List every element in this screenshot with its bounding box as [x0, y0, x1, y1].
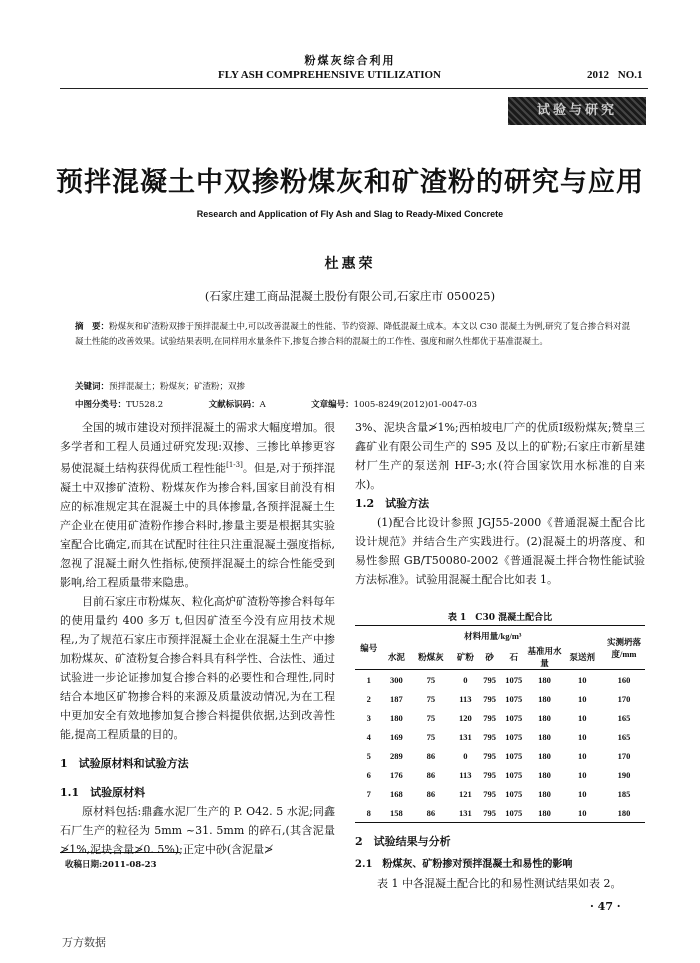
table-cell: 176 — [390, 769, 403, 780]
table-cell: 10 — [578, 731, 587, 742]
table-cell: 10 — [578, 750, 587, 761]
abstract-text: 粉煤灰和矿渣粉双掺于预拌混凝土中,可以改善混凝土的性能、节约资源、降低混凝土成本。本文以 C30 混凝土为例,研究了复合掺合料对混凝土性能的改善效果。试验结果表明,在同样用水量条件下,掺复合掺合料的混凝土的工作性、强度和耐久性都优于基准混凝土。 — [75, 322, 631, 347]
table-cell: 1075 — [505, 731, 523, 742]
keywords-line — [75, 380, 245, 392]
table-cell: 86 — [426, 807, 436, 818]
table-cell: 1075 — [505, 769, 523, 780]
table-cell: 185 — [617, 788, 631, 799]
table-cell: 1 — [366, 674, 371, 685]
method-paragraph: (1)配合比设计参照 JGJ55-2000《普通混凝土配合比设计规范》并结合生产实践进行。(2)混凝土的坍落度、和易性参照 GB/T50080-2002《普通混凝土拌合物性能试验方法标准》。试验用混凝土配合比如表 1。 — [355, 516, 645, 586]
table-cell: 180 — [538, 674, 551, 685]
table-cell: 169 — [390, 731, 403, 742]
table-cell: 795 — [483, 693, 496, 704]
table-row — [355, 708, 645, 727]
intro-p1-text: 全国的城市建设对预拌混凝土的需求大幅度增加。很多学者和工程人员通过研究发现:双掺、三掺比单掺更容易使混凝土结构获得优质工程性能 — [60, 421, 335, 475]
received-date: 收稿日期:2011-08-23 — [65, 860, 157, 870]
table-cell: 1075 — [505, 712, 523, 723]
table-cell: 180 — [538, 693, 551, 704]
table-row — [355, 689, 645, 708]
table-header-slump: 实测坍落度/mm — [603, 626, 645, 670]
table-cell: 75 — [426, 693, 436, 704]
table-cell: 10 — [578, 693, 587, 704]
table-cell: 75 — [426, 712, 436, 723]
table-cell: 289 — [390, 750, 403, 761]
right-column-lower — [355, 832, 645, 893]
article-no-label: 文章编号： — [311, 400, 354, 410]
table-cell: 86 — [426, 750, 436, 761]
doccode-label: 文献标识码： — [208, 400, 260, 410]
table-cell: 6 — [366, 769, 371, 780]
table-cell: 1075 — [505, 674, 523, 685]
table-cell: 0 — [463, 674, 468, 685]
table-cell: 180 — [390, 712, 403, 723]
table-cell: 170 — [617, 750, 631, 761]
journal-name-cn: 粉煤灰综合利用 — [304, 54, 396, 67]
paper-title: 预拌混凝土中双掺粉煤灰和矿渣粉的研究与应用 — [56, 167, 644, 198]
table-cell: 795 — [483, 769, 496, 780]
table-header-cell: 基准用水量 — [527, 646, 562, 668]
table-cell: 795 — [483, 750, 496, 761]
table-header-cell: 泵送剂 — [569, 652, 596, 662]
table-cell: 10 — [578, 712, 587, 723]
table-row — [355, 803, 645, 823]
keywords: 预拌混凝土；粉煤灰；矿渣粉；双掺 — [109, 382, 246, 392]
left-column — [60, 418, 335, 859]
table-group-header: 材料用量/kg/m³ — [464, 630, 522, 641]
table-cell: 1075 — [505, 693, 523, 704]
intro-paragraph-1 — [60, 418, 335, 592]
issue-number: 2012 NO.1 — [587, 69, 643, 81]
table-cell: 795 — [483, 674, 496, 685]
affiliation: (石家庄建工商品混凝土股份有限公司,石家庄市 050025) — [204, 289, 496, 303]
table-row — [355, 784, 645, 803]
table-cell: 180 — [538, 788, 551, 799]
section-badge-label: 试验与研究 — [536, 103, 617, 118]
table-cell: 113 — [459, 693, 472, 704]
table-header-row — [355, 645, 645, 670]
table-cell: 180 — [538, 807, 551, 818]
intro-p1-tail: 。但是,对于预拌混凝土中双掺矿渣粉、粉煤灰作为掺合料,国家目前没有相应的标准规定其在混凝土中的具体掺量,各预拌混凝土生产企业在使用矿渣粉作掺合料时,掺量主要是根据其实验室配合比确定,而其在试配时往往只注重混凝土强度指标,忽视了混凝土耐久性指标,使预拌混凝土的综合性能受到影响,给工程质量带来隐患。 — [60, 461, 336, 589]
section-1-2-heading: 1.2 试验方法 — [355, 497, 430, 510]
table-header-cell: 石 — [509, 652, 518, 662]
section-2-heading: 2 试验结果与分析 — [355, 835, 451, 848]
table-row — [355, 746, 645, 765]
table-row — [355, 670, 645, 690]
table-cell: 86 — [426, 769, 436, 780]
doccode-value: A — [259, 400, 266, 410]
results-paragraph: 表 1 中各混凝土配合比的和易性测试结果如表 2。 — [377, 877, 622, 890]
table-header-cell: 水泥 — [387, 652, 405, 662]
footnote-divider — [60, 852, 180, 853]
table-header-no: 编号 — [355, 626, 383, 670]
table-cell: 8 — [366, 807, 371, 818]
table-cell: 5 — [366, 750, 371, 761]
table-row — [355, 765, 645, 784]
classification-line — [75, 398, 477, 410]
table-cell: 180 — [538, 712, 551, 723]
table-1-title: 表 1 C30 混凝土配合比 — [447, 613, 553, 623]
clc-label: 中图分类号： — [75, 400, 127, 410]
table-1 — [355, 625, 645, 823]
table-header-cell: 粉煤灰 — [418, 652, 444, 662]
keywords-label: 关键词： — [75, 382, 110, 392]
table-cell: 86 — [426, 788, 436, 799]
table-cell: 168 — [390, 788, 403, 799]
journal-name-en: FLY ASH COMPREHENSIVE UTILIZATION — [218, 69, 442, 81]
right-column — [355, 418, 645, 589]
table-cell: 158 — [390, 807, 403, 818]
table-cell: 160 — [617, 674, 631, 685]
table-cell: 3 — [366, 712, 371, 723]
clc-value: TU528.2 — [126, 400, 164, 410]
table-cell: 795 — [483, 807, 496, 818]
table-cell: 187 — [390, 693, 403, 704]
table-cell: 165 — [617, 731, 631, 742]
table-cell: 10 — [578, 788, 587, 799]
table-cell: 10 — [578, 674, 587, 685]
table-cell: 190 — [617, 769, 631, 780]
abstract — [75, 320, 635, 350]
table-cell: 121 — [459, 788, 472, 799]
table-row — [355, 727, 645, 746]
header-divider — [60, 88, 648, 89]
table-cell: 795 — [483, 788, 496, 799]
table-cell: 180 — [538, 769, 551, 780]
table-cell: 170 — [617, 693, 631, 704]
article-no-value: 1005-8249(2012)01-0047-03 — [353, 400, 478, 410]
section-2-1-heading: 2.1 粉煤灰、矿粉掺对预拌混凝土和易性的影响 — [355, 859, 573, 870]
table-header-cell: 矿粉 — [456, 652, 474, 662]
table-cell: 795 — [483, 712, 496, 723]
page-number: · 47 · — [590, 900, 621, 913]
table-cell: 75 — [426, 674, 436, 685]
table-cell: 7 — [366, 788, 371, 799]
paper-title-en: Research and Application of Fly Ash and Slag to Ready-Mixed Concrete — [196, 209, 504, 219]
materials-paragraph: 原材料包括:鼎鑫水泥厂生产的 P. O42. 5 水泥;同鑫石厂生产的粒径为 5mm ~31. 5mm 的碎石,(其含泥量≯1%,泥块含量≯0. 5%);正定中砂(含泥量≯ — [60, 804, 335, 856]
table-cell: 4 — [366, 731, 371, 742]
table-body — [355, 670, 645, 823]
citation-ref: [1-3] — [226, 461, 243, 469]
table-cell: 10 — [578, 769, 587, 780]
table-cell: 180 — [617, 807, 631, 818]
section-badge — [508, 97, 646, 125]
table-cell: 300 — [390, 674, 403, 685]
table-cell: 1075 — [505, 807, 523, 818]
intro-paragraph-2: 目前石家庄市粉煤灰、粒化高炉矿渣粉等掺合料每年的使用量约 400 多万 t,但因矿渣至今没有应用技术规程,,为了规范石家庄市预拌混凝土企业在混凝土生产中掺加粉煤灰、矿渣粉复合掺合料具有科学性、合法性、通过试验进一步论证掺加复合掺合料的必要性和合理性,同时结合本地区矿物掺合料的来源及质量波动情况,为在工程中更加安全有效地掺加复合掺合料提供依据,达到改善性能,提高工程质量的目的。 — [60, 594, 335, 741]
table-cell: 113 — [459, 769, 472, 780]
table-cell: 795 — [483, 731, 496, 742]
table-cell: 131 — [459, 731, 472, 742]
author: 杜惠荣 — [324, 256, 376, 272]
table-header-cell: 砂 — [485, 652, 494, 662]
materials-continued: 3%、泥块含量≯1%;西柏坡电厂产的优质Ⅰ级粉煤灰;赞皇三鑫矿业有限公司生产的 S95 及以上的矿粉;石家庄市新星建材厂生产的泵送剂 HF-3;水(符合国家饮用水标准的自来水)。 — [355, 421, 645, 491]
table-cell: 75 — [426, 731, 436, 742]
table-cell: 1075 — [505, 750, 523, 761]
table-cell: 131 — [459, 807, 472, 818]
table-cell: 2 — [366, 693, 371, 704]
table-cell: 120 — [459, 712, 472, 723]
table-cell: 180 — [538, 731, 551, 742]
table-cell: 10 — [578, 807, 587, 818]
table-cell: 1075 — [505, 788, 523, 799]
table-cell: 180 — [538, 750, 551, 761]
abstract-label: 摘 要： — [75, 322, 110, 332]
watermark: 万方数据 — [62, 936, 106, 949]
section-1-heading: 1 试验原材料和试验方法 — [60, 756, 189, 770]
table-cell: 165 — [617, 712, 631, 723]
table-cell: 0 — [463, 750, 468, 761]
section-1-1-heading: 1.1 试验原材料 — [60, 785, 146, 799]
